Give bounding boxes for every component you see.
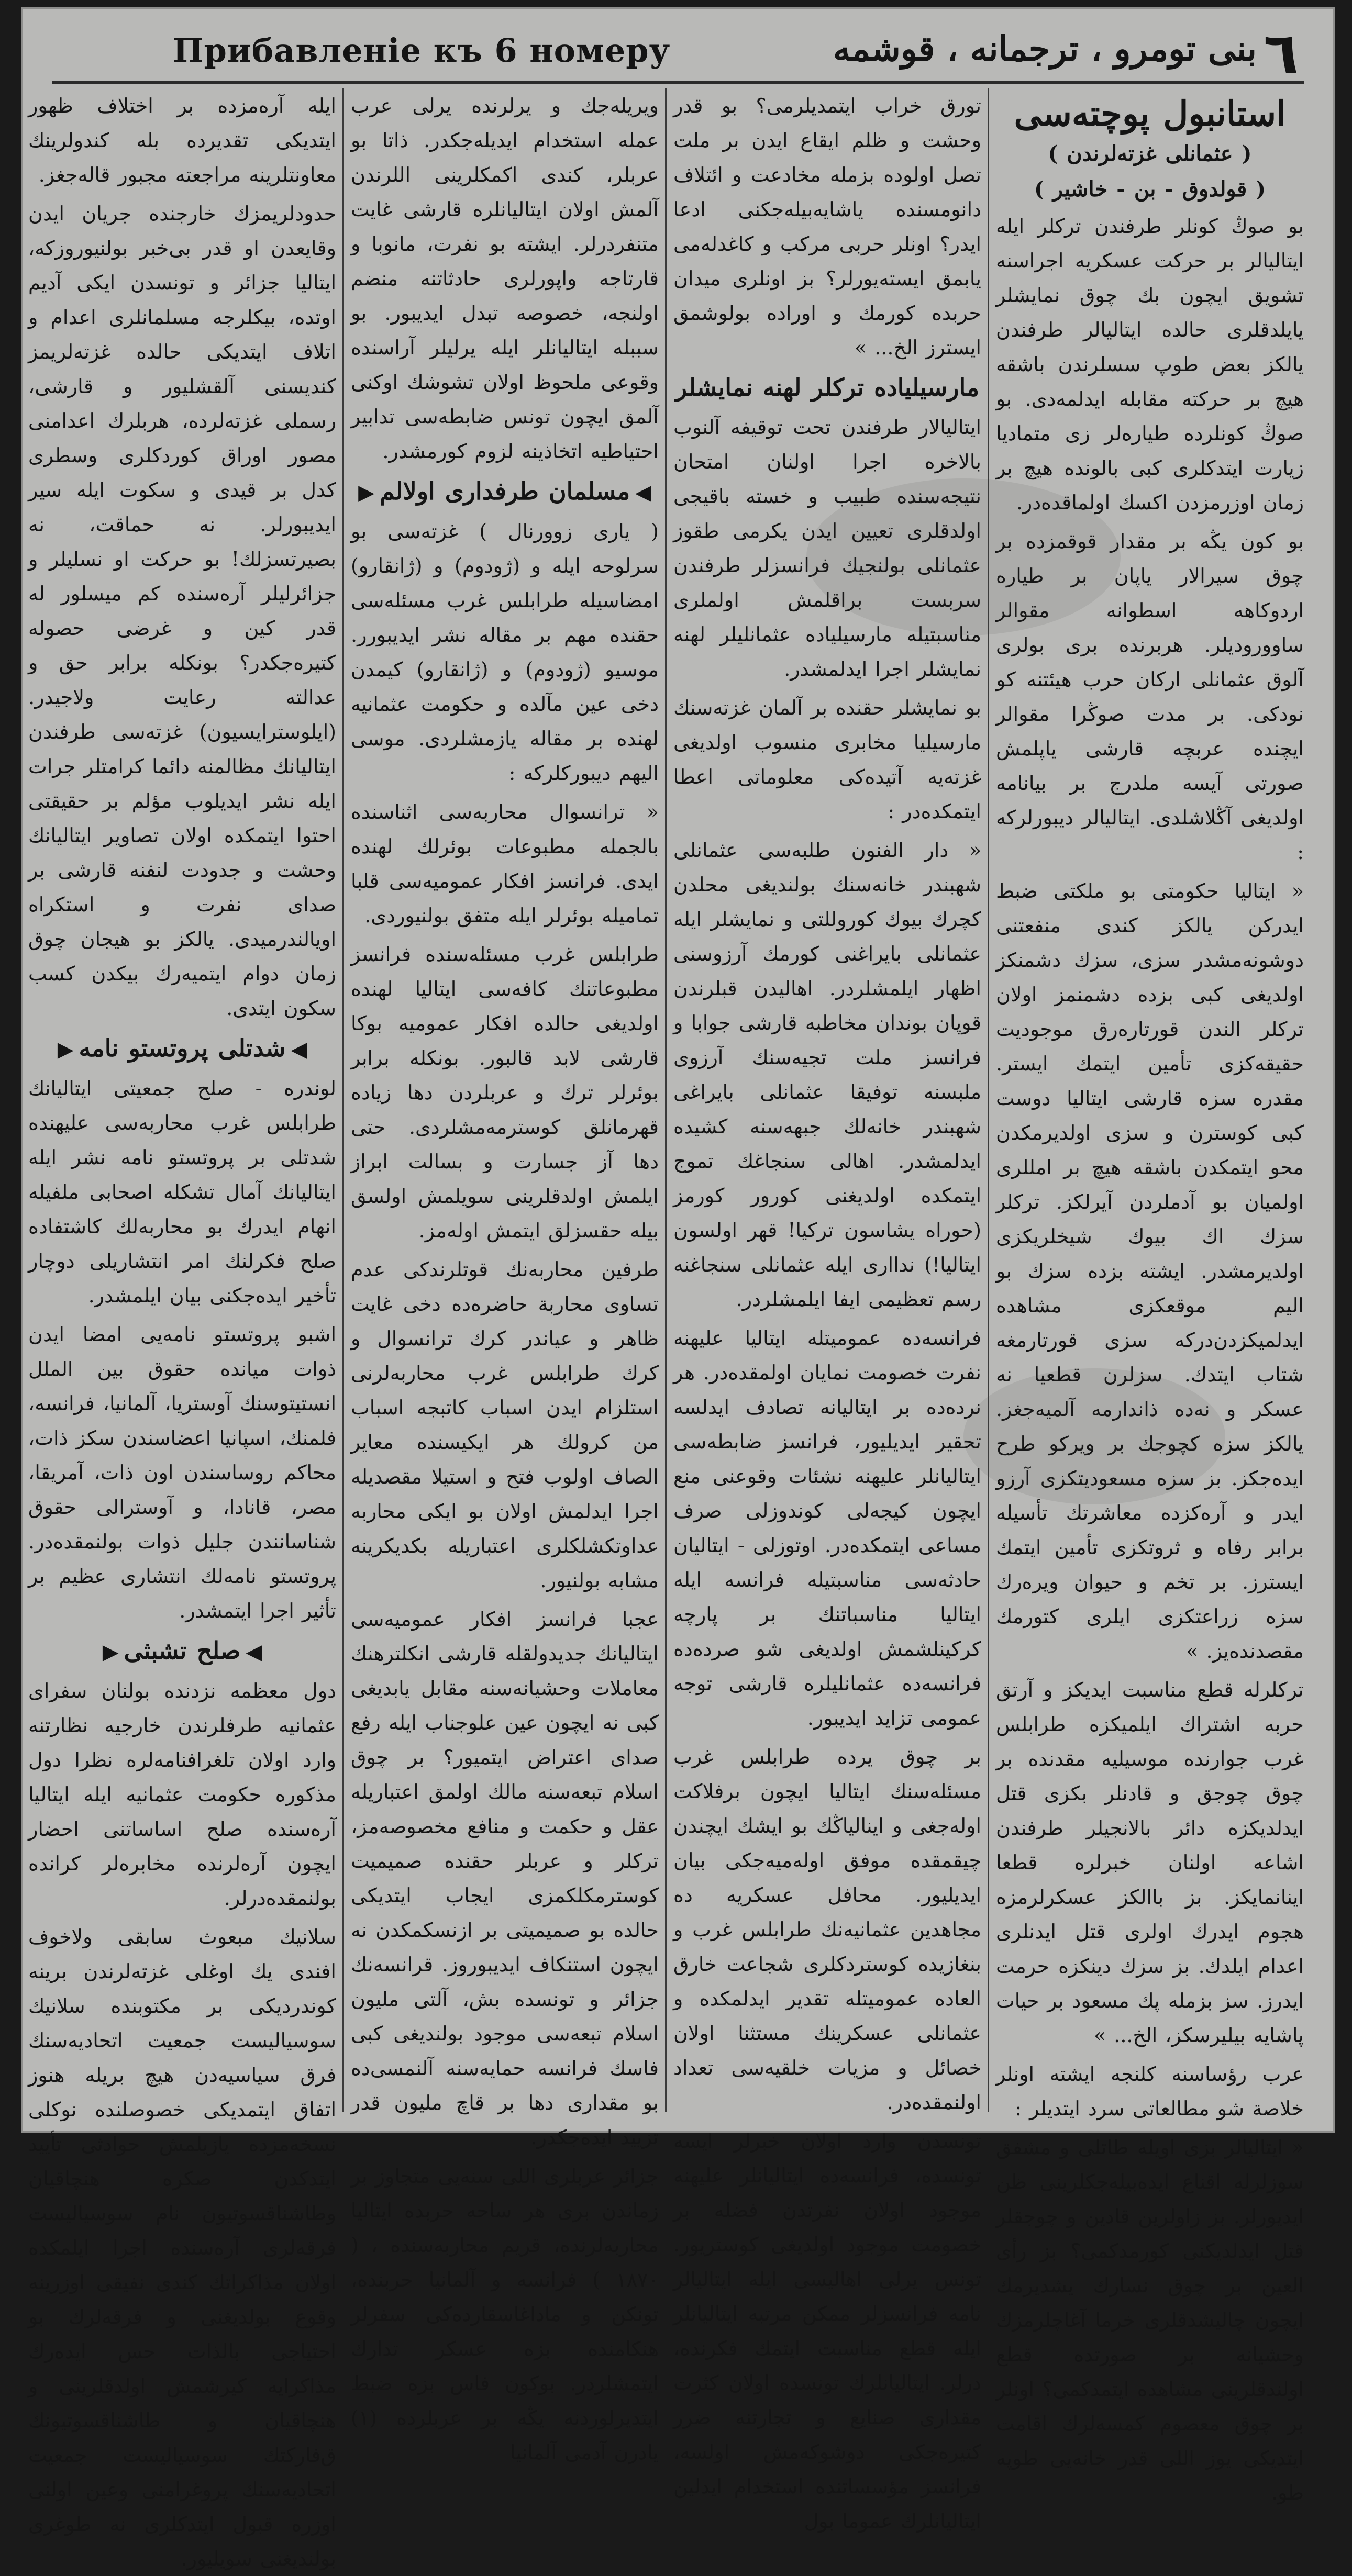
section-heading-peace	[28, 1632, 336, 1670]
paragraph: طرابلس غرب مسئله‌سنده فرانسز مطبوعاتنك كافه‌سى ايتاليا لهنده اولديغى حالده افكار عموميه بوكا قارشى لابد قالبور. بونكله برابر بوئرلر ترك و عربلردن دها زياده قهرمانلق كوسترمه‌مشلردى. حتى دها آز جسارت و بسالت ابراز ايلمش اولدقلرينى سويلمش اولسق بيله حقسزلق ايتمش اوله‌مز.	[351, 943, 659, 1242]
column-rule	[988, 88, 989, 2112]
paragraph: حدودلريمزك خارجنده جريان ايدن وقايعدن او قدر بى‌خبر بولنيوروزكه، ايتاليا جزائر و تونسدن ايكى آديم اوتده، بيكلرجه مسلمانلرى اعدام و اتلاف ايتديكى حالده غزته‌لريمز كنديسنى آلقشليور و قارشى، رسملى غزته‌لرده، هربلرك اعدامنى مصور اوراق كوردكلرى وسطرى كدل بر قيدى و سكوت ايله سير ايديبورلر. نه حماقت، نه بصيرتسزلك! بو حركت او نسليلر و جزائرليلر آره‌سنده كم ميسلور له قدر كين و غرضى حصوله كتيره‌جكدر؟ بونكله برابر حق و عدالته رعايت ولاجيدر. (ايلوسترايسيون) غزته‌سى طرفندن ايتاليانك مظالمنه دائما كرامتلر جرات ايله نشر ايديلوب مؤلم بر حقيقتى احتوا ايتمكده اولان تصاوير ايتاليانك وحشت و جدودت لنفنه قارشى بر صداى نفرت و استكراه اويالندرميدى. يالكز بو هيجان چوق زمان دوام ايتميه‌رك بيكدن كسب سكون ايتدى.	[28, 202, 336, 1020]
section-title-text: مسلمان طرفدارى اولالم	[379, 477, 630, 505]
paragraph: ايله آره‌مزده بر اختلاف ظهور ايتديكى تقديرده بله كندولرينك معاونتلرينه مراجعته مجبور قاله‌جغز.	[28, 94, 336, 186]
paragraph: بو كون يڭه بر مقدار قوقمزده بر چوق سيرالار ياپان بر طياره اردوكاهه اسطوانه مقوالر ساووروديلر. هربرنده برى بولرى آلوق عثمانلى اركان حرب هيئتنه كو نودكى. بر مدت صوڭرا مقوالر ايچنده عربچه قارشى ياپلمش صورتى آيسه ملدرج بر بيانامه اولديغى آڭلاشلدى. ايتاليالر ديبورلركه :	[996, 530, 1304, 864]
column-rule	[665, 88, 667, 2112]
section-title-text: صلح تشبثى	[124, 1636, 241, 1665]
column-2	[673, 88, 981, 2533]
ornament-left-icon: ◀	[635, 481, 651, 505]
paragraph: بو نمايشلر حقنده بر آلمان غزته‌سنك مارسيليا مخابرى منسوب اولديغى غزته‌يه آتيده‌كى معلوماتى اعطا ايتمكده‌در :	[673, 696, 981, 823]
ornament-right-icon: ▶	[102, 1640, 119, 1664]
paragraph: اشبو پروتستو نامه‌يى امضا ايدن ذوات ميانده حقوق بين الملل انستيتوسنك آوستريا، آلمانيا، فرانسه، فلمنك، اسپانيا اعضاسندن سكز ذات، محاكم روساسندن اون ذات، آمريقا، مصر، قانادا، و آوسترالى حقوق شناسانندن جليل ذوات بولنمقده‌در. پروتستو نامه‌لك انتشارى عظيم بر تأثير اجرا ايتمشدر.	[28, 1323, 336, 1622]
paragraph: عجبا فرانسز افكار عموميه‌سى ايتاليانك جديدولقله قارشى انكلترهنك معاملات وحشيانه‌سنه مقابل يابديغى كبى نه ايچون عين علوجناب ايله رفع صداى اعتراض ايتميور؟ بر چوق اسلام تبعه‌سنه مالك اولمق اعتباريله عقل و حكمت و منافع مخصوصه‌مز، تركلر و عربلر حقنده صميميت كوسترمكلكمزى ايجاب ايتديكى حالده بو صميميتى بر ازنسكمكدن نه ايچون استنكاف ايديبوروز. قرانسه‌نك جزائر و تونسده بش، آلتى مليون اسلام تبعه‌سى موجود بولنديغى كبى فاسك فرانسه حمايه‌سنه آلنمسى‌ده بو مقدارى دها بر قاچ مليون قدر تزييد ايده‌جكدر.	[351, 1608, 659, 2149]
paragraph: تورق خراب ايتمديلرمى؟ بو قدر وحشت و ظلم ايقاع ايدن بر ملت تصل اولوده بزمله مخادعت و ائتلاف دانومسنده ياشايه‌بيله‌جكنى ادعا ايدر؟ اونلر حربى مركب و كاغدله‌مى يابمق ايسته‌يورلر؟ بز اونلرى ميدان حربده كورمك و اوراده بولوشمق ايسترز الخ... »	[673, 94, 981, 359]
paragraph: ( يارى زوورنال ) غزته‌سى بو سرلوحه ايله و (ژودوم) و (ژانقارو) امضاسيله طرابلس غرب مسئله‌سى حقنده مهم بر مقاله نشر ايديبورر. موسيو (ژودوم) و (ژانقارو) كيمدن دخى عين مآلده و حكومت عثمانيه لهنده بر مقاله يازمشلردى. موسى اليهم ديبوركلركه :	[351, 520, 659, 785]
paragraph: فرانسه‌ده عموميتله ايتاليا عليهنه نفرت خصومت نمايان اولمقده‌در. هر نرده‌ده بر ايتاليانه تصادف ايدلسه تحقير ايديليور، فرانسز ضابطه‌سى ايتاليانلر عليهنه نشئات وقوعنى منع ايچون كيجه‌لى كوندوزلى صرف مساعى ايتمكده‌در. اوتوزلى - ايتاليان حادثه‌سى مناسبتيله فرانسه ايله ايتاليا مناسباتنك بر پارچه كركينلشمش اولديغى شو صرده‌ده فرانسه‌ده عثمانليلره قارشى توجه عمومى تزايد ايديبور.	[673, 1326, 981, 1730]
paragraph: « ايتاليا حكومتى بو ملكتى ضبط ايدركن يالكز كندى منفعتنى دوشونه‌مشدر سزى، سزك دشمنكز اولديغى كبى بزده دشمنمز اولان تركلر الندن قورتاره‌رق موجوديت حقيقه‌كزى تأمين ايتمك ايستر. مقدره سزه قارشى ايتاليا دوست كبى كوسترن و سزى اولديرمكدن محو ايتمكدن باشقه هيچ بر امللرى اولميان بو آدملردن آيرلكز. تركلر سزك اك بيوك شيخلريكزى اولديرمشدر. ايشته بزده سزك بو اليم موقعكزى مشاهده ايدلميكزدن‌دركه سزى قورتارمغه شتاب ايتدك. سزلرن قطعيا نه عسكر و نه‌ده ذاندارمه آلميه‌جغز. يالكز سزه كچوجك بر ويركو طرح ايده‌جكز. بز سزه مسعوديتكزى آرزو ايدر و آره‌كزده معاشرتك تأسيله برابر رفاه و ثروتكزى تأمين ايتمك ايسترز. بر تخم و حيوان ويره‌رك سزه زراعتكزى ايلرى كتورمك مقصدنده‌يز. »	[996, 879, 1304, 1663]
ornament-left-icon: ◀	[246, 1640, 262, 1664]
paragraph: « دار الفنون طلبه‌سى عثمانلى شهبندر خانه‌سنك بولنديغى محلدن كچرك بيوك كوروللتى و نمايشلر ايله عثمانلى بايراغنى كورمك آرزوسنى اظهار ايلمشلردر. اهاليدن قبلرندن قوپان بوندان مخاطبه قارشى جوابا و فرانسز ملت تجيه‌سنك آرزوى ملبسنه توفيقا عثمانلى بايراغى شهبندر خانه‌لك جبهه‌سنه كشيده ايدلمشدر. اهالى سنجاغك تموج ايتمكده اولديغنى كورور كورمز (حوراه يشاسون تركيا! قهر اولسون ايتاليا!) نداارى ايله عثمانلى سنجاغنه رسم تعظيمى ايفا ايلمشلردر.	[673, 839, 981, 1311]
paragraph: سلانيك مبعوث سابقى ولاخوف افندى يك اوغلى غزته‌لرندن برينه كوندرديكى بر مكتوبنده سلانيك سوسياليست جمعيت اتحاديه‌سنك فرق سياسيه‌دن هيچ بريله هنوز اتفاق ايتمديكى خصوصلنده نوكلى نسخه‌مزده يازيلمش حوادثى تأييد ايتدكدن صكره هنچاقيان وطاشناقسوتيون نام سوسياليست فرقه‌لرى آره‌سنده اجرا ايلمكده اولان مذاكراتك كندى نفيقى اوزرينه وقوع بولديغنى و فرقه‌لرك بو احتياجى بالذات حس ايده‌رك مذاكرايه كيرشمش اولدقلرينى و هنچاقيان و طاشناقسوتيونك ق‌فاركتك سوسياليست جمعيت اتحاديه‌سنك پروغرامنى وعين اولنى اوزره قبول ايتدكلرى نه طوغرى بولنديغنى سويليور.	[28, 1925, 336, 2570]
masthead-page-number: ٦	[1263, 20, 1299, 87]
section-heading-muslim-support	[351, 473, 659, 511]
ornament-right-icon: ▶	[358, 481, 374, 505]
paragraph: « ايتاليالر بزى اويله طاتلى و مشفق سوزلرله اقناع ايده‌بيله‌جكلرينى ظن ايديورلر. بز زاولرين قادين و چوجقلر قتل ايدلديكنى كورمدكمى؟ بز رأى العين بر چوق نسارك يشديرمك ايچون چاليشدقلرى خرما آغاچلرمزك وحشيانه بر صورتده قطع اولندقلرينى مشاهده ايتمدكمى؟ اونلر بر چوق معصوم كمسه‌لرك اقامت ايتديكى يوز اللى قدر خانه‌يى طوپه طو.	[996, 2136, 1304, 2504]
article-subsubtitle: ( قولدوق - بن - خاشير )	[1034, 177, 1266, 202]
column-3	[351, 88, 659, 2464]
article-title-istanbul-post: استانبول پوچته‌سى	[1014, 93, 1286, 134]
column-1	[996, 88, 1304, 2504]
column-rule	[342, 88, 344, 2112]
paragraph: جزائر عربلرى اللى سنه‌يى متجاوز بر زماندن برى هر ساحه حربده ايتاليا محاربه‌لرنده، قريم محاربه‌سنده ، ( ١٨٧٠ ) فرانسه و آلمانيا حربنده، تونكن و ماداغاسقارده‌كى سفرلر هنكامنده بزه عسكر تدارك ايتمشلردر. بوكون فاس بزه ضبط ايتديرلوردنه يڭه بر عربلرده (١) يادرن آدمى آلمانيا	[351, 2165, 659, 2464]
paragraph: « ترانسوال محاربه‌سى اثناسنده بالجمله مطبوعات بوئرلك لهنده ايدى. فرانسز افكار عموميه‌سى قلبا تماميله بوئرلر ايله متفق بولنيوردى.	[351, 800, 659, 927]
section-title-text: شدتلى پروتستو نامه	[79, 1034, 286, 1062]
ornament-left-icon: ◀	[291, 1038, 307, 1062]
masthead	[52, 20, 1304, 87]
paragraph: بو صوڭ كونلر طرفندن تركلر ايله ايتاليالر بر حركت عسكريه اجراسنه تشويق ايچون بك چوق نمايشلر يايلدقلرى حالده ايتاليالر طرفندن يالكز بعض طوپ سسلرندن باشقه هيچ بر حركته مقابله ايدلمه‌دى. بو صوڭ كونلرده طياره‌لر زى متماديا زيارت ايتدكلرى كبى بالونده هيچ بر زمان اوزرمزدن اكسك اولماقده‌در.	[996, 215, 1304, 514]
ornament-right-icon: ▶	[57, 1038, 74, 1062]
section-heading-marseille: مارسيلياده تركلر لهنه نمايشلر	[675, 373, 980, 402]
paragraph: بر چوق يرده طرابلس غرب مسئله‌سنك ايتاليا ايچون برفلاكت اوله‌جغى و اينالياڭك بو ايشك ايچندن چيقمقده موفق اوله‌ميه‌جكى بيان ايديليور. محافل عسكريه ده مجاهدين عثمانيه‌نك طرابلس غرب و بنغازيده كوستردكلرى شجاعت خارق العاده عموميتله تقدير ايدلمكده و عثمانلى عسكرينك مستثنا اولان خصائل و مزيات خلقيه‌سى تعداد اولنمقده‌در.	[673, 1745, 981, 2114]
column-4	[28, 88, 336, 2570]
paragraph: عرب رؤساسنه كلنجه ايشته اونلر خلاصة شو مطالعاتى سرد ايتديلر :	[996, 2062, 1304, 2120]
article-subtitle: ( عثمانلى غزته‌لرندن )	[1048, 141, 1252, 166]
section-heading-protest	[28, 1030, 336, 1068]
paragraph: دول معظمه نزدنده بولنان سفراى عثمانيه طرفلرندن خارجيه نظارتنه وارد اولان تلغرافنامه‌لره نظرا دول مذكوره حكومت عثمانيه ايله ايتاليا آره‌سنده صلح اساساتنى احضار ايچون آره‌لرنده مخابره‌لر كرانده بولنمقده‌درلر.	[28, 1679, 336, 1910]
newspaper-page	[21, 7, 1335, 2570]
paragraph: ويريله‌جك و يرلرنده يرلى عرب عمله استخدام ايديله‌جكدر. ذاتا بو عربلر، كندى اكمكلرينى اللرندن آلمش اولان ايتاليانلره قارشى غايت متنفردرلر. ايشته بو نفرت، مانوبا و قارتاجه واپورلرى حادثاتنه منضم اولنجه، خصوصه تبدل ايديبور. بو سببله ايتاليانلر ايله يرليلر آراسنده وقوعى ملحوظ اولان تشوشك اوكنى آلمق ايچون تونس ضابطه‌سى تدابير احتياطيه اتخاذينه لزوم كورمشدر.	[351, 94, 659, 463]
paragraph: لوندره - صلح جمعيتى ايتاليانك طرابلس غرب محاربه‌سى عليهنده شدتلى بر پروتستو نامه نشر ايله ايتاليانك آمال تشكله اصحابى ملفيله انهام ايدرك بو محاربه‌لك كاشتفاده صلح فكرلنك امر انتشاريلى دوچار تأخير ايده‌جكنى بيان ايلمشدر.	[28, 1077, 336, 1307]
paragraph: طرفين محاربه‌نك قوتلرندكى عدم تساوى محاربة حاضره‌ده دخى غايت ظاهر و عياندر كرك ترانسوال و كرك طرابلس غرب محاربه‌لرنى استلزام ايدن اسباب كاتبجه اسباب من كرولك هر ايكيسنده معاير الصاف اولوب فتح و استيلا مقصديله اجرا ايدلمش اولان بو ايكى محاربه عداوتكشلكلرى اعتباريله بكديكرينه مشابه بولنيور.	[351, 1258, 659, 1592]
masthead-ottoman-title: بنى تومرو ، ترجمانه ، قوشمه	[833, 28, 1257, 69]
paragraph: تونسدن وارد اولان خبرلر ايسه تونسده، فرانسه‌ده ايتاليانلر عليهنه موجود اولان نفرتدن فضله بر خصومت موجود اولديغى كوستريور. تونس يرلى اهاليسى ايله ايتاليالر نامه فرانسزلر ممكن مرتبه ايتاليانلر ايله قطع مناسبت ايتمك فكرنده، درلر. ايتاليانلرك تونسده اولان كثرت مقدارى صنايع و تجارتنه ضرر كتيره‌جكى دوشوكه‌مش اولسه، فرانسز مؤسساتنده استخدام ايدلين ايتاليانلرك عموما بول	[673, 2129, 981, 2533]
paragraph: تركلرله قطع مناسبت ايديكز و آرتق حربه اشتراك ايلميكزه طرابلس غرب جوارنده موسيليه مقدنده بر چوق چوجق و قادنلر بكزى قتل ايدلديكزه دائر بالانجيلر طرفندن اشاعه اولنان خبرلره قطعا اينانمايكز. بز باالكز عسكرلرمزه هجوم ايدرك اولرى قتل ايدنلرى اعدام ايلدك. بز سزك دينكزه حرمت ايدرز. سز بزمله پك مسعود بر حيات پاشايه بيليرسكز، الخ... »	[996, 1678, 1304, 2047]
paragraph: ايتاليالار طرفندن تحت توقيفه آلنوب بالاخره اجرا اولنان امتحان نتيجه‌سنده طبيب و خسته باقيجى اولدقلرى تعيين ايدن يكرمى طقوز عثمانلى بولنجيك فرانسزلر طرفندن سربست براقلمش اولملرى مناسبتيله مارسيلياده عثمانليلر لهنه نمايشلر اجرا ايدلمشدر.	[673, 416, 981, 681]
masthead-russian-title: Прибавленіе къ 6 номеру	[173, 31, 671, 70]
columns-container	[28, 88, 1304, 2570]
